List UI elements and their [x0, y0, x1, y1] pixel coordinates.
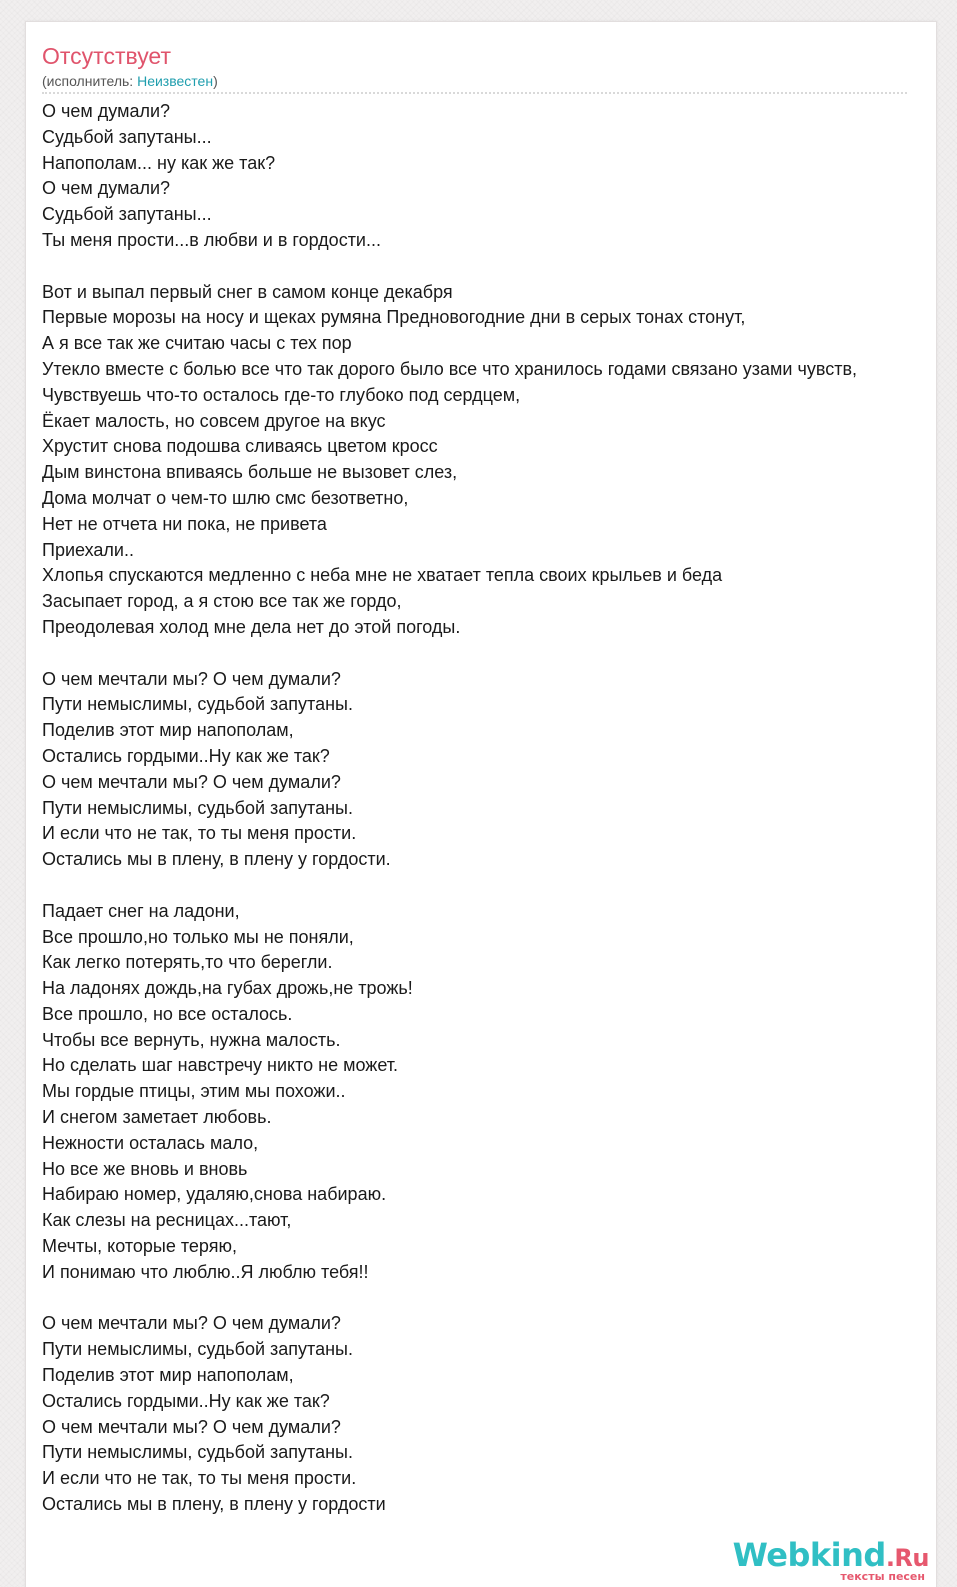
- artist-link[interactable]: Неизвестен: [137, 73, 214, 89]
- song-title: Отсутствует: [42, 43, 171, 69]
- watermark-tld: .Ru: [885, 1544, 929, 1572]
- lyrics-card: [25, 21, 937, 1587]
- title-divider: [42, 92, 907, 94]
- watermark-brand: Webkind: [732, 1536, 886, 1574]
- watermark-tagline: тексты песен: [840, 1570, 925, 1583]
- artist-prefix: (исполнитель:: [42, 73, 138, 89]
- site-watermark: [733, 1537, 929, 1583]
- lyrics-text: О чем думали? Судьбой запутаны... Напополам... ну как же так? О чем думали? Судьбой запутаны... Ты меня прости...в любви и в гордости... Вот и выпал первый снег в самом конце декабря Первые морозы на носу и щеках румяна Предновогодние дни в серых тонах стонут, А я все так же считаю часы с тех пор Утекло вместе с болью все что так дорого было все что хранилось годами связано узами чувств, Чувствуешь что-то осталось где-то глубоко под сердцем, Ёкает малость, но совсем другое на вкус Хрустит снова подошва сливаясь цветом кросс Дым винстона впиваясь больше не вызовет слез, Дома молчат о чем-то шлю смс безответно, Нет не отчета ни пока, не привета Приехали.. Хлопья спускаются медленно с неба мне не хватает тепла своих крыльев и беда Засыпает город, а я стою все так же гордо, Преодолевая холод мне дела нет до этой погоды. О чем мечтали мы? О чем думали? Пути немыслимы, судьбой запутаны. Поделив этот мир напополам, Остались гордыми..Ну как же так? О чем мечтали мы? О чем думали? Пути немыслимы, судьбой запутаны. И если что не так, то ты меня прости. Остались мы в плену, в плену у гордости. Падает снег на ладони, Все прошло,но только мы не поняли, Как легко потерять,то что берегли. На ладонях дождь,на губах дрожь,не трожь! Все прошло, но все осталось. Чтобы все вернуть, нужна малость. Но сделать шаг навстречу никто не может. Мы гордые птицы, этим мы похожи.. И снегом заметает любовь. Нежности осталась мало, Но все же вновь и вновь Набираю номер, удаляю,снова набираю. Как слезы на ресницах...тают, Мечты, которые теряю, И понимаю что люблю..Я люблю тебя!! О чем мечтали мы? О чем думали? Пути немыслимы, судьбой запутаны. Поделив этот мир напополам, Остались гордыми..Ну как же так? О чем мечтали мы? О чем думали? Пути немыслимы, судьбой запутаны. И если что не так, то ты меня прости. Остались мы в плену, в плену у гордости: [42, 101, 858, 1515]
- artist-suffix: ): [213, 73, 218, 89]
- artist-line: [42, 72, 218, 90]
- watermark-logo: [733, 1536, 929, 1574]
